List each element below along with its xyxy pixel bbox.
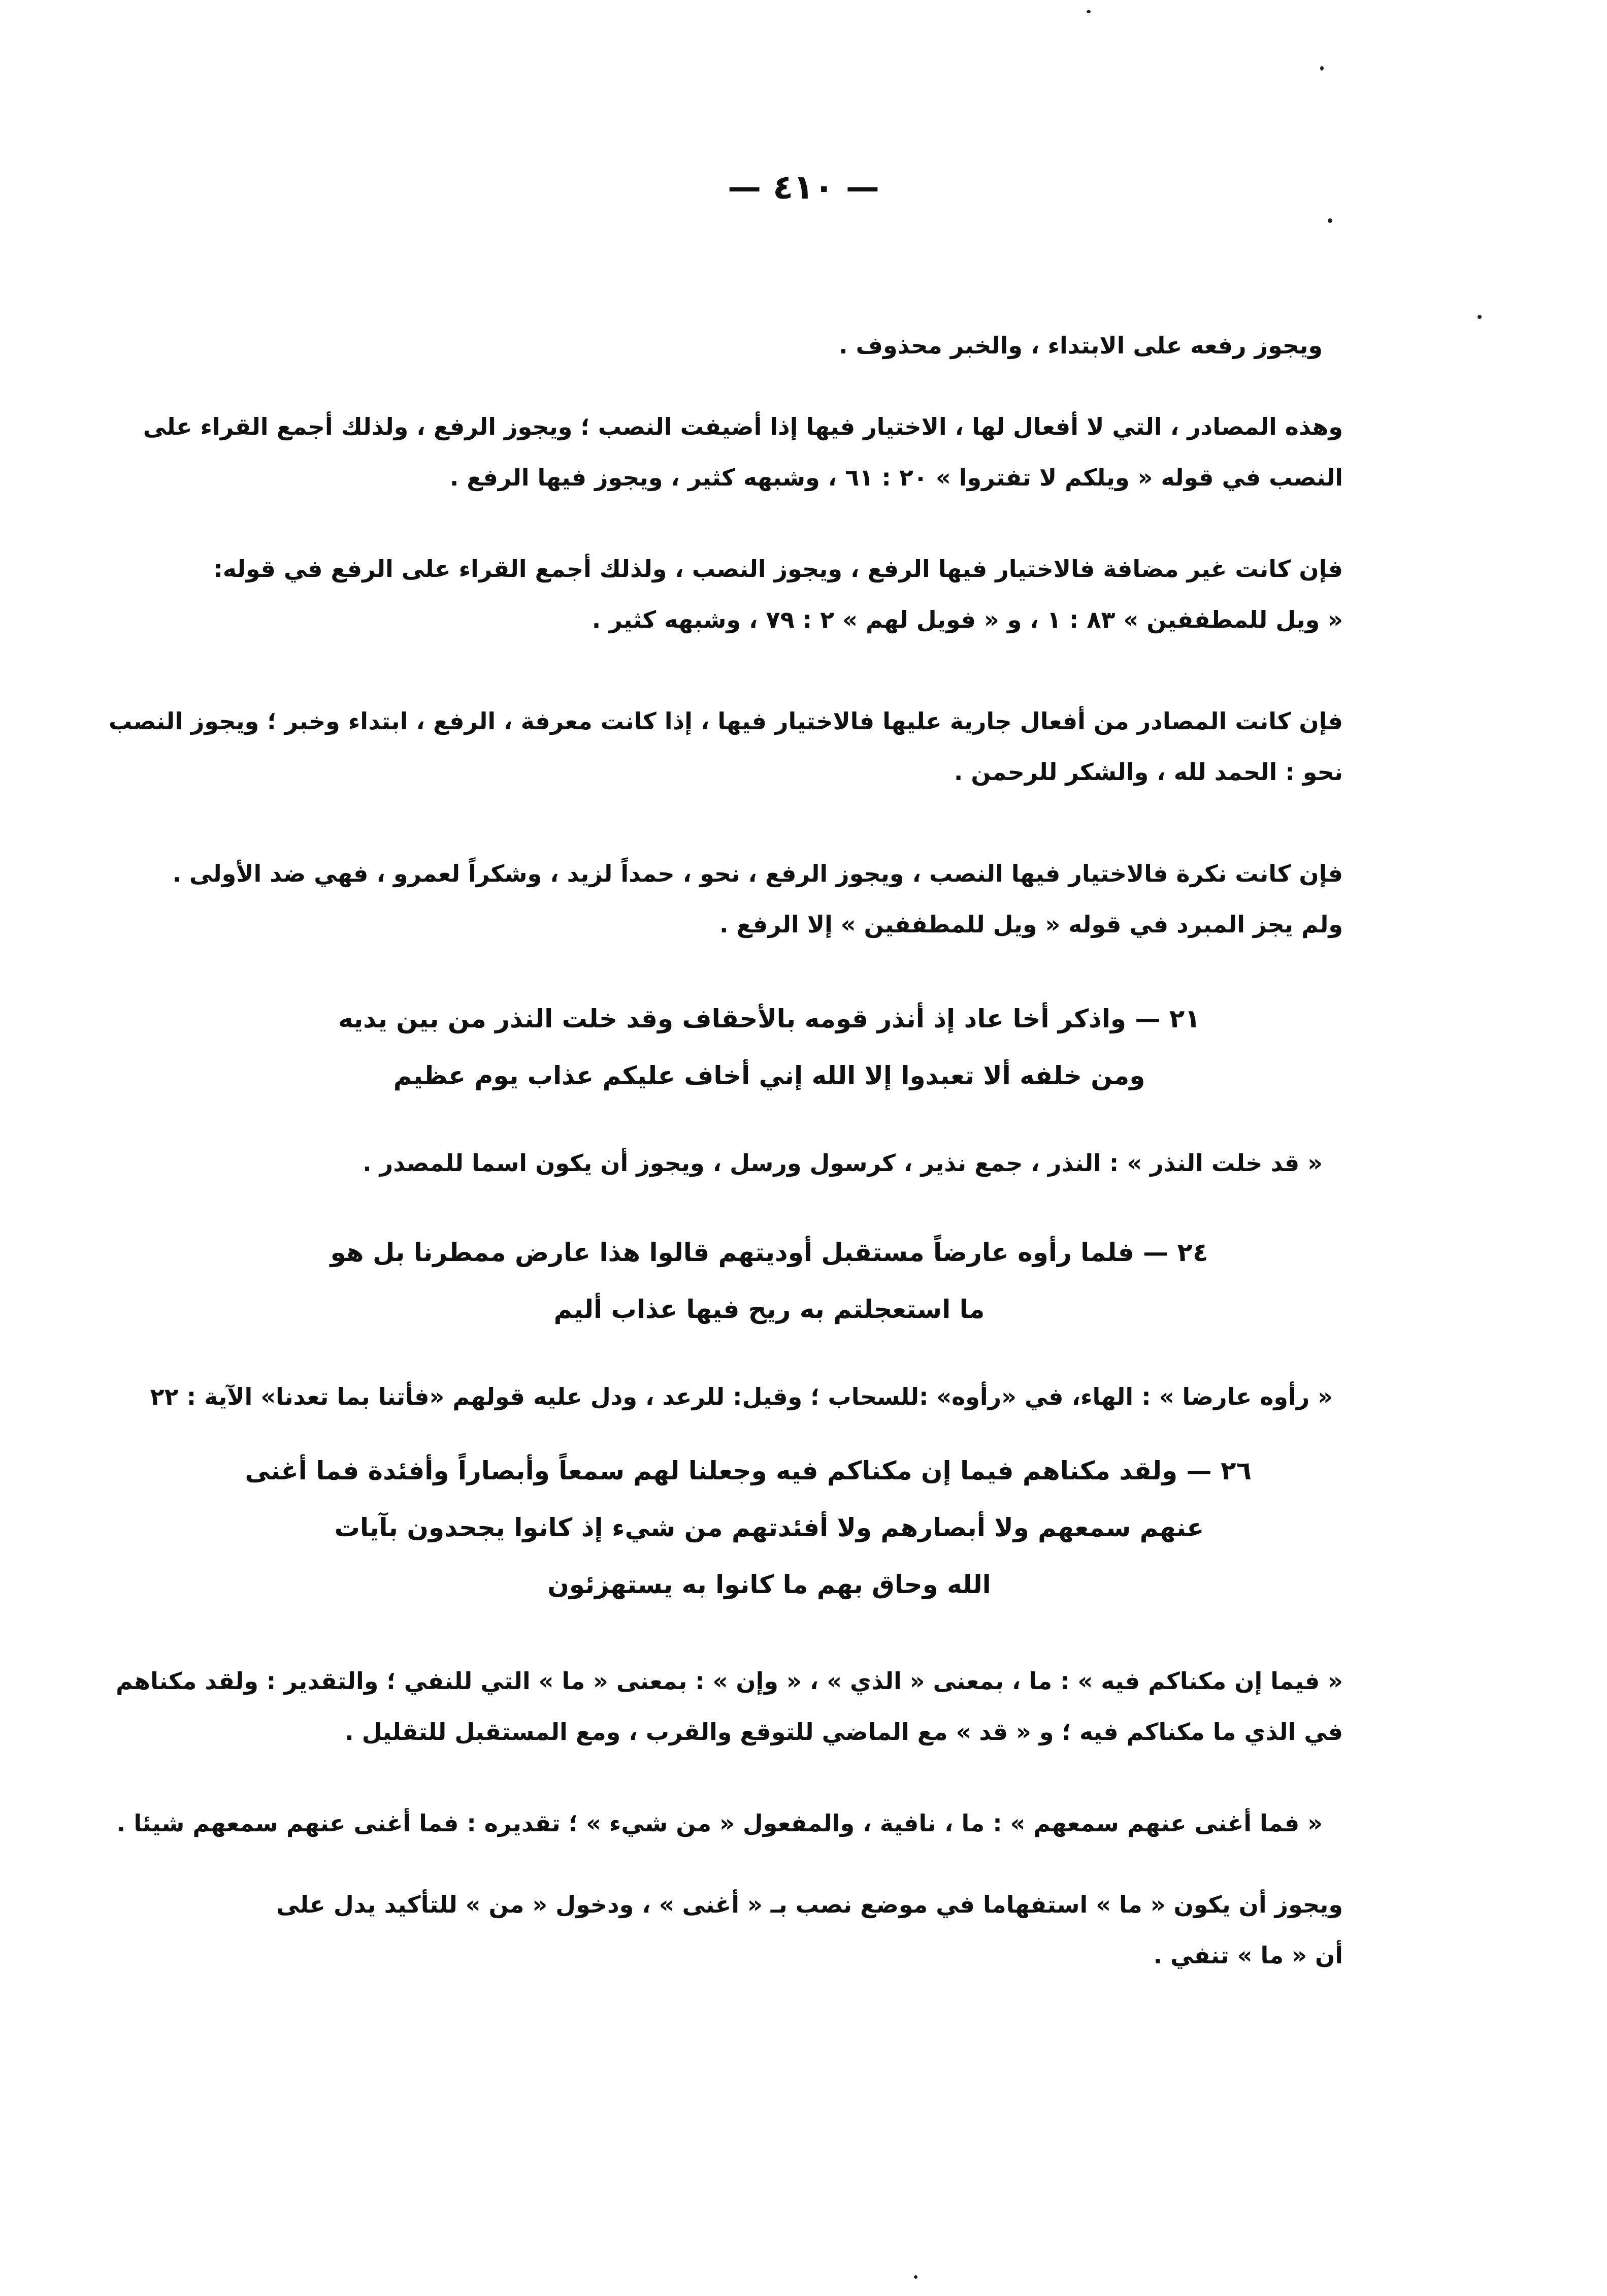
text-line: وهذه المصادر ، التي لا أفعال لها ، الاختيار فيها إذا أضيفت النصب ؛ ويجوز الرفع ، ولذلك أجمع القراء على [143, 413, 1343, 440]
quran-verse [287, 1224, 1252, 1338]
text-line: « قد خلت النذر » : النذر ، جمع نذير ، كرسول ورسل ، ويجوز أن يكون اسما للمصدر . [363, 1149, 1323, 1177]
verse-line: ومن خلفه ألا تعبدوا إلا الله إني أخاف عليكم عذاب يوم عظيم [393, 1061, 1145, 1090]
paragraph [180, 320, 1323, 371]
quran-verse [287, 990, 1252, 1104]
text-line: ويجوز رفعه على الابتداء ، والخبر محذوف . [839, 332, 1323, 359]
text-line: « ويل للمطففين » ٨٣ : ١ ، و « فويل لهم » ٢ : ٧٩ ، وشبهه كثير . [592, 606, 1343, 633]
scan-speck [1087, 10, 1091, 13]
verse-line: ما استعجلتم به ريح فيها عذاب أليم [553, 1295, 985, 1324]
text-line: فإن كانت المصادر من أفعال جارية عليها فالاختيار فيها ، إذا كانت معرفة ، الرفع ، ابتداء وخبر ؛ ويجوز النصب [109, 707, 1343, 735]
verse-line: ٢٦ — ولقد مكناهم فيما إن مكناكم فيه وجعلنا لهم سمعاً وأبصاراً وأفئدة فما أغنى [245, 1456, 1252, 1485]
text-line: فإن كانت نكرة فالاختيار فيها النصب ، ويجوز الرفع ، نحو ، حمداً لزيد ، وشكراً لعمرو ، فهي ضد الأولى . [172, 860, 1343, 887]
page-number: — ٤١٠ — [728, 168, 879, 207]
text-line: ولم يجز المبرد في قوله « ويل للمطففين » إلا الرفع . [719, 911, 1343, 938]
paragraph [175, 543, 1343, 645]
scan-speck [1328, 218, 1332, 223]
text-line: « رأوه عارضا » : الهاء، في «رأوه» :للسحاب ؛ وقيل: للرعد ، ودل عليه قولهم «فأتنا بما تعدنا» الآية : ٢٢ [150, 1383, 1333, 1410]
verse-line: ٢٤ — فلما رأوه عارضاً مستقبل أوديتهم قالوا هذا عارض ممطرنا بل هو [330, 1238, 1208, 1267]
paragraph [143, 401, 1343, 503]
text-line: « فما أغنى عنهم سمعهم » : ما ، نافية ، والمفعول « من شيء » ؛ تقديره : فما أغنى عنهم سمعهم شيئا . [116, 1809, 1323, 1837]
verse-line: عنهم سمعهم ولا أبصارهم ولا أفئدتهم من شيء إذ كانوا يجحدون بآيات [334, 1513, 1204, 1542]
verse-line: ٢١ — واذكر أخا عاد إذ أنذر قومه بالأحقاف وقد خلت النذر من بين يديه [338, 1004, 1200, 1033]
paragraph [172, 848, 1343, 950]
text-line: في الذي ما مكناكم فيه ؛ و « قد » مع الماضي للتوقع والقرب ، ومع المستقبل للتقليل . [345, 1718, 1343, 1745]
quran-verse [245, 1442, 1252, 1613]
scan-speck [1478, 315, 1482, 319]
text-line: فإن كانت غير مضافة فالاختيار فيها الرفع ، ويجوز النصب ، ولذلك أجمع القراء على الرفع في قوله: [213, 555, 1343, 583]
paragraph [116, 1656, 1343, 1757]
paragraph [180, 1138, 1323, 1188]
paragraph [116, 1798, 1323, 1849]
scan-speck [1320, 66, 1324, 71]
text-line: أن « ما » تنفي . [1153, 1942, 1343, 1969]
paragraph [175, 1879, 1343, 1981]
verse-line: الله وحاق بهم ما كانوا به يستهزئون [547, 1570, 991, 1599]
paragraph [109, 696, 1343, 797]
text-line: نحو : الحمد لله ، والشكر للرحمن . [954, 758, 1343, 786]
text-line: النصب في قوله « ويلكم لا تفتروا » ٢٠ : ٦١ ، وشبهه كثير ، ويجوز فيها الرفع . [449, 464, 1343, 491]
text-line: ويجوز أن يكون « ما » استفهاما في موضع نصب بـ « أغنى » ، ودخول « من » للتأكيد يدل على [276, 1891, 1343, 1918]
text-line: « فيما إن مكناكم فيه » : ما ، بمعنى « الذي » ، « وإن » : بمعنى « ما » التي للنفي ؛ والتقدير : ولقد مكناهم [116, 1667, 1343, 1695]
paragraph [150, 1371, 1333, 1422]
scan-speck [914, 2275, 917, 2279]
